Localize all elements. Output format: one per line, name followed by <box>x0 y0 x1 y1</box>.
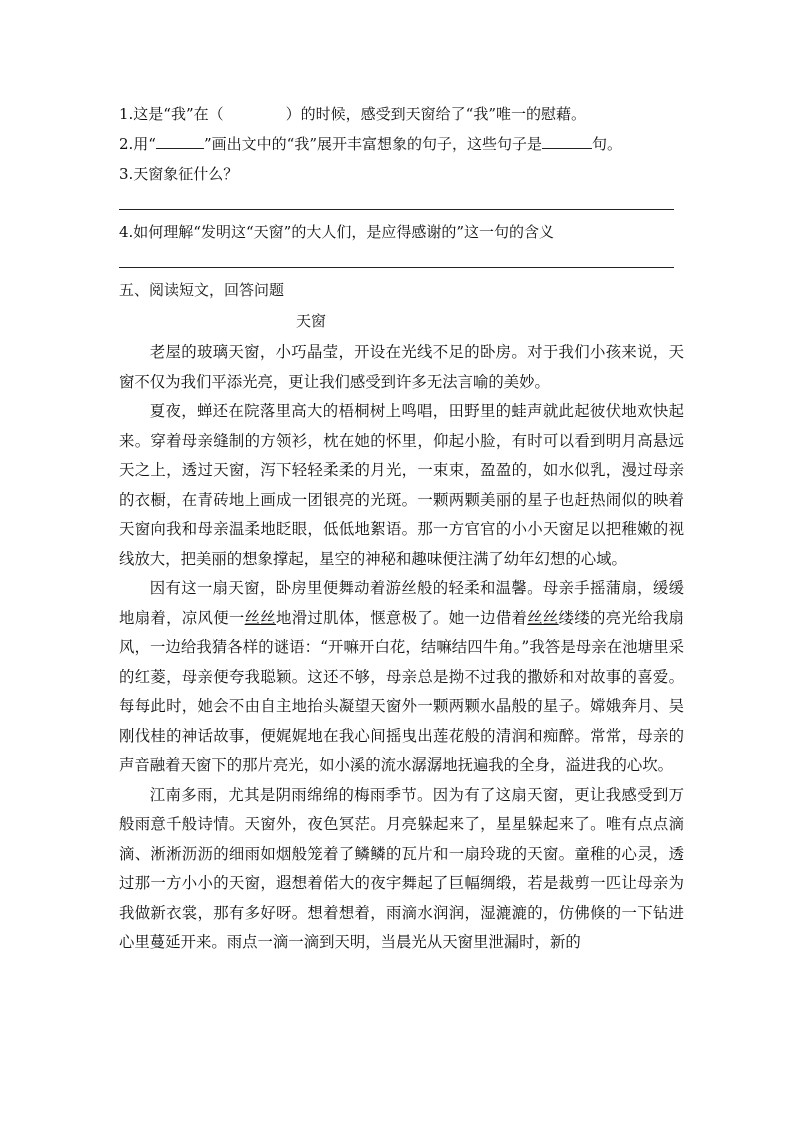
underline-sample-blank <box>156 134 204 149</box>
question-3: 3.天窗象征什么？ <box>119 165 239 183</box>
article-body <box>119 338 684 958</box>
paragraph-4: 江南多雨，尤其是阴雨绵绵的梅雨季节。因为有了这扇天窗，更让我感受到万般雨意千般诗情。天窗外，夜色冥茫。月亮躲起来了，星星躲起来了。唯有点点滴滴、淅淅沥沥的细雨如烟般笼着了鳞鳞的瓦片和一扇玲珑的天窗。童稚的心灵，透过那一方小小的天窗，遐想着偌大的夜宇舞起了巨幅绸缎，若是裁剪一匹让母亲为我做新衣裳，那有多好呀。想着想着，雨滴水润润，湿漉漉的，仿佛倏的一下钻进心里蔓延开来。雨点一滴一滴到天明，当晨光从天窗里泄漏时，新的 <box>119 785 684 951</box>
paragraph-2: 夏夜，蝉还在院落里高大的梧桐树上鸣唱，田野里的蛙声就此起彼伏地欢快起来。穿着母亲缝制的方领衫，枕在她的怀里，仰起小脸，有时可以看到明月高悬远天之上，透过天窗，泻下轻轻柔柔的月光，一束束，盈盈的，如水似乳，漫过母亲的衣橱，在青砖地上画成一团银亮的光斑。一颗两颗美丽的星子也赶热闹似的映着天窗向我和母亲温柔地眨眼，低低地絮语。那一方官官的小小天窗足以把稚嫩的视线放大，把美丽的想象撑起，星空的神秘和趣味便注满了幼年幻想的心域。 <box>119 402 684 568</box>
question-1-text-a: 1.这是“我”在（ <box>119 105 224 123</box>
answer-line-3[interactable] <box>119 209 674 210</box>
question-2 <box>119 134 622 154</box>
question-4: 4.如何理解“发明这“天窗”的大人们，是应得感谢的”这一句的含义 <box>119 223 554 241</box>
answer-blank-2[interactable] <box>542 134 592 149</box>
underlined-word-2: 丝丝 <box>527 608 559 627</box>
paragraph-3 <box>119 574 684 781</box>
paragraph-3-part-c: 缕缕的亮光给我扇风，一边给我猜各样的谜语：“开嘛开白花，结嘛结四牛角。”我答是母亲在池塘里采的红菱，母亲便夸我聪颖。这还不够，母亲总是拗不过我的撒娇和对故事的喜爱。每每此时，她会不由自主地抬头凝望天窗外一颗两颗水晶般的星子。嫦娥奔月、吴刚伐桂的神话故事，便娓娓地在我心间摇曳出莲花般的清润和痴醉。常常，母亲的声音融着天窗下的那片亮光，如小溪的流水潺潺地抚遍我的全身，溢进我的心坎。 <box>119 608 684 774</box>
section-heading: 五、阅读短文，回答问题 <box>119 281 285 299</box>
underlined-word-1: 丝丝 <box>244 608 277 627</box>
paragraph-3-part-a: 因有这一扇天窗，卧房里便舞动着游丝般的轻柔和温馨。母亲手摇蒲扇，缓缓地扇着，凉风便一 <box>119 579 684 627</box>
paragraph-1: 老屋的玻璃天窗，小巧晶莹，开设在光线不足的卧房。对于我们小孩来说，天窗不仅为我们平添光亮，更让我们感受到许多无法言喻的美妙。 <box>119 343 684 391</box>
answer-line-4[interactable] <box>119 267 674 268</box>
article-title: 天窗 <box>296 312 327 330</box>
paragraph-3-part-b: 地滑过肌体，惬意极了。她一边借着 <box>276 608 528 627</box>
question-2-text-b: ”画出文中的“我”展开丰富想象的句子，这些句子是 <box>203 135 542 153</box>
question-1-text-b: ）的时候，感受到天窗给了“我”唯一的慰藉。 <box>285 105 586 123</box>
question-2-text-c: 句。 <box>592 135 623 153</box>
question-2-text-a: 2.用“ <box>119 135 156 153</box>
question-1 <box>119 104 586 124</box>
